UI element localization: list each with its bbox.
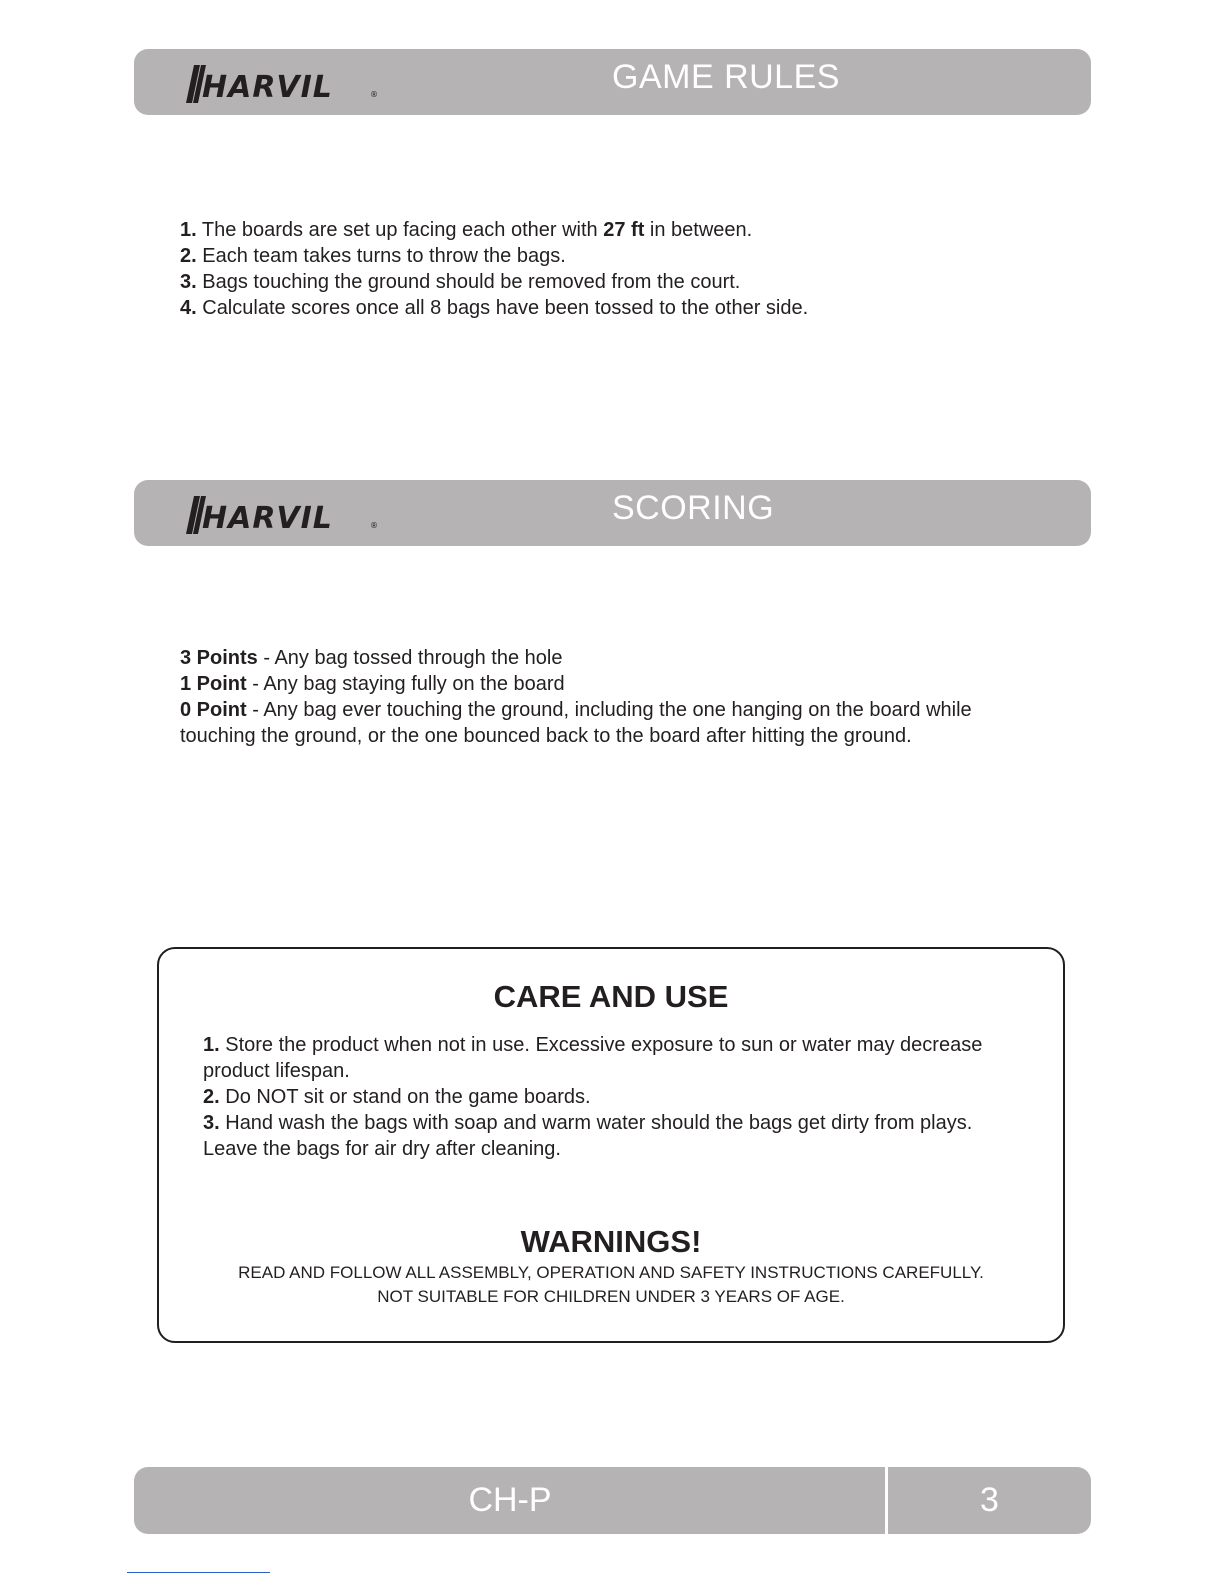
warnings-title: WARNINGS!	[520, 1224, 702, 1259]
points-label: 1 Point	[180, 673, 247, 695]
game-rules-header	[134, 49, 1091, 115]
warning-line: READ AND FOLLOW ALL ASSEMBLY, OPERATION AND SAFETY INSTRUCTIONS CAREFULLY.	[238, 1263, 984, 1282]
rule-number: 3.	[180, 271, 197, 293]
list-item	[180, 645, 1020, 671]
care-list	[203, 1032, 1003, 1162]
rule-text: in between.	[644, 219, 753, 241]
list-item	[203, 1084, 1003, 1110]
care-title: CARE AND USE	[493, 979, 729, 1014]
rule-text: Bags touching the ground should be removed from the court.	[196, 271, 741, 293]
list-item	[180, 217, 808, 243]
list-item	[203, 1110, 1003, 1162]
care-text: Do NOT sit or stand on the game boards.	[219, 1086, 591, 1108]
svg-text:HARVIL: HARVIL	[202, 501, 333, 536]
scoring-list	[180, 645, 1020, 749]
care-number: 3.	[203, 1112, 220, 1134]
list-item	[180, 269, 808, 295]
list-item	[180, 697, 1020, 749]
game-rules-title: GAME RULES	[612, 58, 840, 96]
svg-text:®: ®	[370, 90, 378, 99]
list-item	[180, 671, 1020, 697]
harvil-logo-icon	[180, 490, 380, 536]
game-rules-list	[180, 217, 808, 321]
rule-number: 4.	[180, 297, 197, 319]
page-number: 3	[980, 1481, 999, 1519]
rule-distance: 27 ft	[603, 219, 645, 241]
warnings-text	[159, 1261, 1063, 1309]
scoring-header	[134, 480, 1091, 546]
rule-number: 2.	[180, 245, 197, 267]
svg-text:®: ®	[370, 521, 378, 530]
points-text: - Any bag staying fully on the board	[246, 673, 565, 695]
rule-number: 1.	[180, 219, 197, 241]
care-text: Store the product when not in use. Excessive exposure to sun or water may decrease product lifespan.	[203, 1034, 983, 1082]
rule-text: Each team takes turns to throw the bags.	[196, 245, 566, 267]
rule-text: Calculate scores once all 8 bags have been tossed to the other side.	[196, 297, 809, 319]
rule-text: The boards are set up facing each other with	[196, 219, 604, 241]
page-footer	[134, 1467, 1091, 1534]
bottom-rule	[127, 1572, 270, 1573]
care-and-warnings-box	[157, 947, 1065, 1343]
model-code: CH-P	[468, 1481, 552, 1519]
care-number: 1.	[203, 1034, 220, 1056]
list-item	[180, 295, 808, 321]
scoring-title: SCORING	[612, 489, 775, 527]
points-text: - Any bag tossed through the hole	[257, 647, 563, 669]
points-label: 3 Points	[180, 647, 258, 669]
warning-line: NOT SUITABLE FOR CHILDREN UNDER 3 YEARS OF AGE.	[377, 1287, 845, 1306]
points-label: 0 Point	[180, 699, 247, 721]
care-text: Hand wash the bags with soap and warm water should the bags get dirty from plays. Leave the bags for air dry after cleaning.	[203, 1112, 973, 1160]
harvil-logo-icon	[180, 59, 380, 105]
points-text: - Any bag ever touching the ground, including the one hanging on the board while touching the ground, or the one bounced back to the board after hitting the ground.	[180, 699, 972, 747]
svg-text:HARVIL: HARVIL	[202, 70, 333, 105]
list-item	[180, 243, 808, 269]
care-number: 2.	[203, 1086, 220, 1108]
list-item	[203, 1032, 1003, 1084]
